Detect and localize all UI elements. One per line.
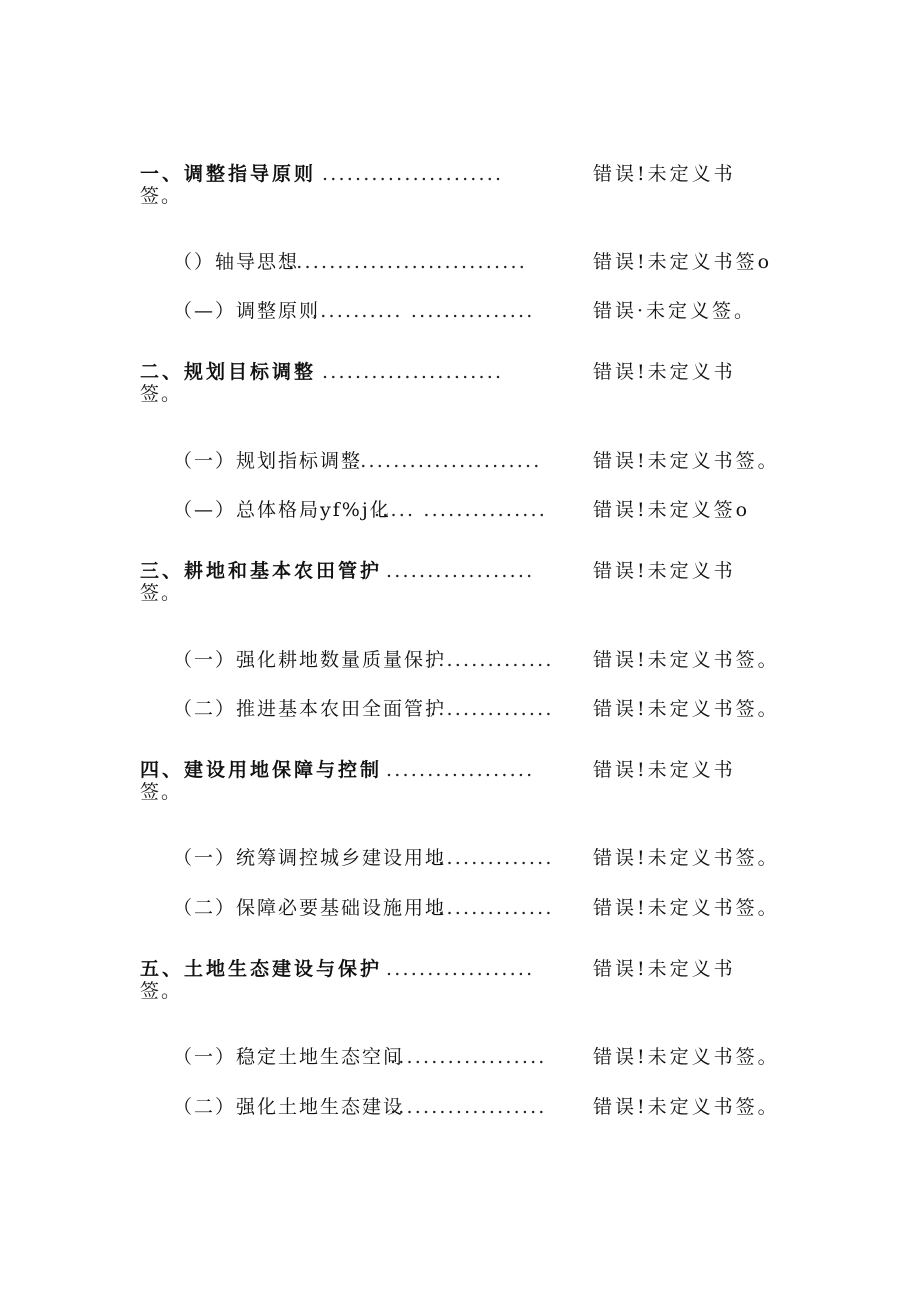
toc-page-ref-continued: 签。: [140, 383, 183, 405]
toc-page-ref: 错误!未定义书: [593, 560, 736, 582]
toc-page-ref: 错误!未定义书签。: [593, 897, 780, 919]
toc-leader-dots: ...................: [390, 1096, 547, 1118]
toc-entry-title: 二、规划目标调整: [140, 361, 317, 383]
toc-page-ref: 错误!未定义书签。: [593, 847, 780, 869]
toc-leader-dots: ......................: [322, 361, 504, 383]
toc-leader-dots: ...............: [430, 698, 554, 720]
toc-leader-dots: ...............: [430, 649, 554, 671]
toc-page-ref-continued: 签。: [140, 185, 183, 207]
toc-entry-title: （一）稳定土地生态空间: [173, 1046, 405, 1068]
toc-leader-dots: ........... ...............: [312, 300, 535, 322]
toc-entry-title: （一）统筹调控城乡建设用地: [173, 847, 447, 869]
toc-leader-dots: .......................: [352, 450, 542, 472]
toc-page-ref: 错误!未定义书签。: [593, 698, 780, 720]
toc-leader-dots: ..................: [386, 759, 535, 781]
toc-leader-dots: ...............: [430, 847, 554, 869]
toc-page-ref-continued: 签。: [140, 582, 183, 604]
toc-entry-title: （—）调整原则: [173, 300, 321, 322]
toc-page-ref-continued: 签。: [140, 980, 183, 1002]
toc-entry-title: 四、建设用地保障与控制: [140, 759, 383, 781]
toc-page-ref: 错误!未定义书: [593, 958, 736, 980]
toc-page-ref: 错误!未定义书: [593, 163, 736, 185]
toc-leader-dots: .............................: [288, 251, 527, 273]
toc-page-ref: 错误!未定义书: [593, 759, 736, 781]
toc-entry-title: （一）规划指标调整: [173, 450, 363, 472]
toc-page-ref: 错误!未定义书签。: [593, 1096, 780, 1118]
toc-entry-title: （二）强化土地生态建设: [173, 1096, 405, 1118]
toc-leader-dots: ...................: [390, 1046, 547, 1068]
toc-leader-dots: ..... ...............: [374, 499, 548, 521]
toc-page-ref: 错误!未定义书签。: [593, 649, 780, 671]
toc-entry-title: （二）推进基本农田全面管护: [173, 698, 447, 720]
toc-leader-dots: ..................: [386, 560, 535, 582]
toc-leader-dots: ..................: [386, 958, 535, 980]
toc-entry-title: （）轴导思想: [173, 251, 300, 273]
toc-entry-title: （一）强化耕地数量质量保护: [173, 649, 447, 671]
toc-page-ref-continued: 签。: [140, 781, 183, 803]
toc-entry-title: （二）保障必要基础设施用地: [173, 897, 447, 919]
toc-entry-title: 一、调整指导原则: [140, 163, 317, 185]
toc-leader-dots: ...............: [430, 897, 554, 919]
toc-page-ref: 错误!未定义书签o: [593, 251, 773, 273]
toc-page-ref: 错误·未定义签。: [593, 300, 757, 322]
toc-page-ref: 错误!未定义书签。: [593, 450, 780, 472]
toc-entry-title: （—）总体格局yf%j化: [173, 499, 391, 521]
toc-entry-title: 三、耕地和基本农田管护: [140, 560, 383, 582]
toc-page-ref: 错误!未定义签o: [593, 499, 751, 521]
toc-entry-title: 五、土地生态建设与保护: [140, 958, 383, 980]
toc-page-ref: 错误!未定义书签。: [593, 1046, 780, 1068]
toc-leader-dots: ......................: [322, 163, 504, 185]
toc-page-ref: 错误!未定义书: [593, 361, 736, 383]
